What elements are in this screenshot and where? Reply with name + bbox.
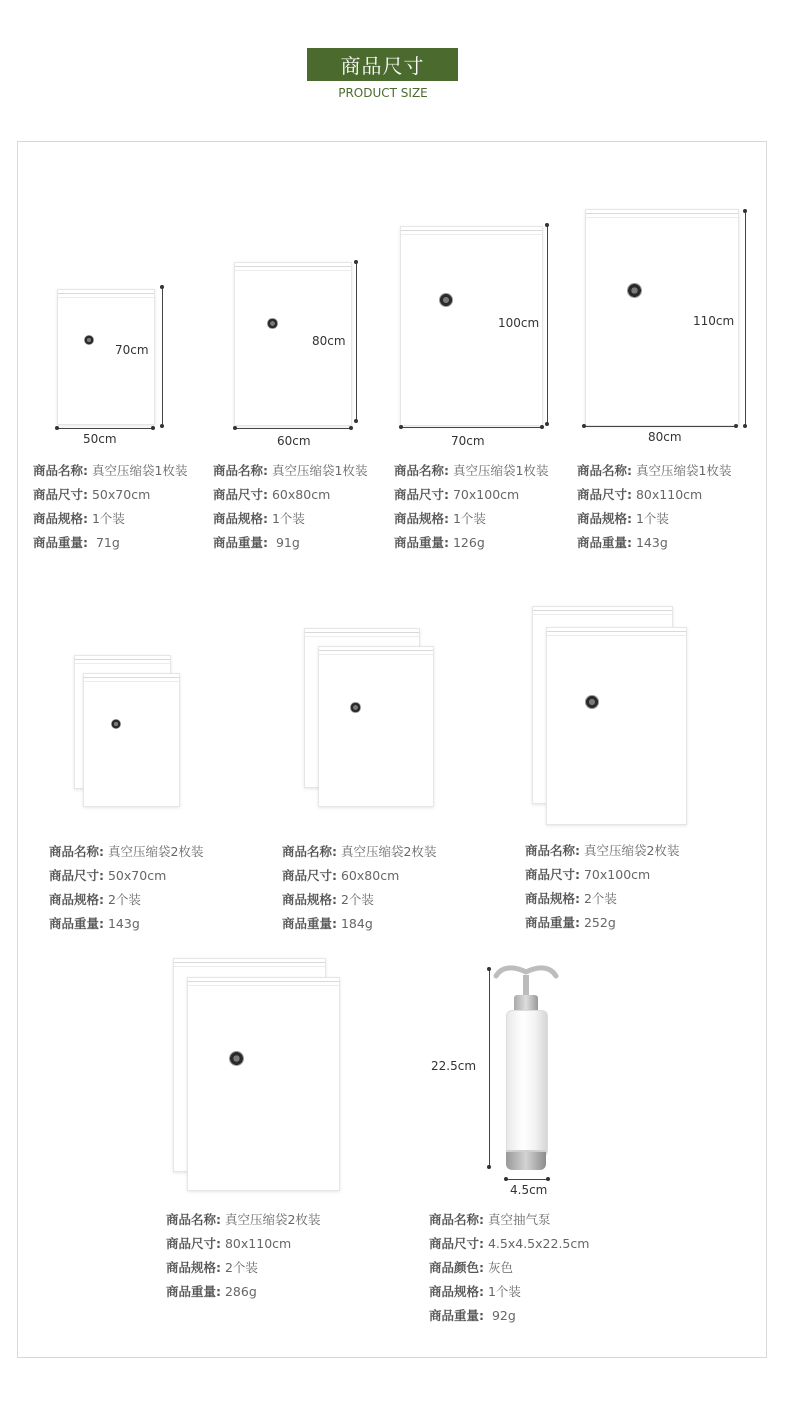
spec-key: 商品规格: bbox=[49, 892, 104, 907]
spec-key: 商品尺寸: bbox=[282, 868, 337, 883]
dimension-dot bbox=[545, 422, 549, 426]
spec-key: 商品重量: bbox=[213, 535, 268, 550]
spec-key: 商品名称: bbox=[394, 463, 449, 478]
spec-key: 商品名称: bbox=[166, 1212, 221, 1227]
spec-spec: 2个装 bbox=[224, 1260, 258, 1275]
dimension-dot bbox=[540, 425, 544, 429]
height-label: 70cm bbox=[115, 343, 149, 357]
spec-list bbox=[33, 459, 187, 555]
valve-icon bbox=[627, 283, 642, 298]
vacuum-bag-front-image bbox=[546, 627, 687, 825]
spec-key: 商品名称: bbox=[49, 844, 104, 859]
spec-list bbox=[394, 459, 548, 555]
spec-name: 真空压缩袋2枚装 bbox=[224, 1212, 321, 1227]
valve-icon bbox=[350, 702, 361, 713]
spec-key: 商品尺寸: bbox=[213, 487, 268, 502]
dimension-dot bbox=[545, 223, 549, 227]
spec-list bbox=[49, 840, 203, 936]
spec-size: 70x100cm bbox=[583, 867, 651, 882]
spec-weight: 91g bbox=[275, 535, 300, 550]
spec-name: 真空压缩袋1枚装 bbox=[91, 463, 188, 478]
dimension-dot bbox=[487, 1165, 491, 1169]
spec-size: 60x80cm bbox=[340, 868, 400, 883]
width-dimension-line bbox=[401, 427, 542, 428]
dimension-dot bbox=[399, 425, 403, 429]
valve-icon bbox=[585, 695, 599, 709]
spec-color: 灰色 bbox=[487, 1260, 513, 1275]
spec-name: 真空压缩袋1枚装 bbox=[271, 463, 368, 478]
spec-spec: 1个装 bbox=[635, 511, 669, 526]
spec-key: 商品尺寸: bbox=[394, 487, 449, 502]
spec-key: 商品规格: bbox=[213, 511, 268, 526]
spec-size: 50x70cm bbox=[107, 868, 167, 883]
spec-weight: 143g bbox=[635, 535, 668, 550]
spec-weight: 286g bbox=[224, 1284, 257, 1299]
width-label: 50cm bbox=[83, 432, 117, 446]
width-label: 70cm bbox=[451, 434, 485, 448]
width-label: 80cm bbox=[648, 430, 682, 444]
spec-key: 商品规格: bbox=[394, 511, 449, 526]
spec-key: 商品规格: bbox=[166, 1260, 221, 1275]
spec-name: 真空抽气泵 bbox=[487, 1212, 551, 1227]
spec-size: 70x100cm bbox=[452, 487, 520, 502]
valve-icon bbox=[439, 293, 453, 307]
spec-size: 60x80cm bbox=[271, 487, 331, 502]
dimension-dot bbox=[487, 967, 491, 971]
height-dimension-line bbox=[745, 211, 746, 426]
dimension-dot bbox=[743, 424, 747, 428]
spec-key: 商品名称: bbox=[429, 1212, 484, 1227]
valve-icon bbox=[111, 719, 121, 729]
height-dimension-line bbox=[547, 225, 548, 424]
spec-size: 80x110cm bbox=[224, 1236, 292, 1251]
dimension-dot bbox=[160, 424, 164, 428]
spec-key: 商品名称: bbox=[33, 463, 88, 478]
width-label: 60cm bbox=[277, 434, 311, 448]
section-subtitle: PRODUCT SIZE bbox=[338, 86, 428, 100]
spec-key: 商品规格: bbox=[33, 511, 88, 526]
spec-weight: 92g bbox=[491, 1308, 516, 1323]
vacuum-bag-image bbox=[57, 289, 155, 425]
spec-key: 商品颜色: bbox=[429, 1260, 484, 1275]
dimension-dot bbox=[546, 1177, 550, 1181]
dimension-dot bbox=[504, 1177, 508, 1181]
spec-key: 商品尺寸: bbox=[33, 487, 88, 502]
spec-key: 商品重量: bbox=[394, 535, 449, 550]
spec-key: 商品重量: bbox=[577, 535, 632, 550]
spec-key: 商品重量: bbox=[525, 915, 580, 930]
spec-key: 商品尺寸: bbox=[49, 868, 104, 883]
vacuum-bag-front-image bbox=[83, 673, 180, 807]
spec-key: 商品规格: bbox=[282, 892, 337, 907]
pump-base bbox=[506, 1152, 546, 1170]
dimension-dot bbox=[55, 426, 59, 430]
spec-name: 真空压缩袋1枚装 bbox=[452, 463, 549, 478]
width-dimension-line bbox=[235, 428, 351, 429]
spec-list bbox=[429, 1208, 589, 1328]
spec-key: 商品名称: bbox=[213, 463, 268, 478]
spec-weight: 143g bbox=[107, 916, 140, 931]
spec-key: 商品名称: bbox=[282, 844, 337, 859]
pump-rod bbox=[523, 975, 529, 997]
width-dimension-line bbox=[584, 426, 736, 427]
spec-key: 商品重量: bbox=[282, 916, 337, 931]
spec-list bbox=[213, 459, 367, 555]
spec-key: 商品规格: bbox=[577, 511, 632, 526]
spec-spec: 2个装 bbox=[583, 891, 617, 906]
height-dimension-line bbox=[356, 262, 357, 422]
spec-key: 商品尺寸: bbox=[577, 487, 632, 502]
dimension-dot bbox=[582, 424, 586, 428]
spec-weight: 126g bbox=[452, 535, 485, 550]
dimension-dot bbox=[233, 426, 237, 430]
width-dimension-line bbox=[57, 428, 153, 429]
spec-spec: 1个装 bbox=[271, 511, 305, 526]
spec-key: 商品尺寸: bbox=[429, 1236, 484, 1251]
spec-key: 商品重量: bbox=[429, 1308, 484, 1323]
spec-size: 4.5x4.5x22.5cm bbox=[487, 1236, 590, 1251]
width-dimension-line bbox=[506, 1179, 548, 1180]
vacuum-bag-front-image bbox=[318, 646, 434, 807]
spec-list bbox=[577, 459, 731, 555]
spec-spec: 2个装 bbox=[107, 892, 141, 907]
spec-spec: 1个装 bbox=[452, 511, 486, 526]
spec-list bbox=[166, 1208, 320, 1304]
dimension-dot bbox=[349, 426, 353, 430]
height-dimension-line bbox=[162, 287, 163, 426]
dimension-dot bbox=[734, 424, 738, 428]
height-label: 110cm bbox=[693, 314, 735, 328]
spec-name: 真空压缩袋2枚装 bbox=[107, 844, 204, 859]
dimension-dot bbox=[354, 260, 358, 264]
pump-tube-image bbox=[506, 1010, 548, 1157]
spec-key: 商品重量: bbox=[166, 1284, 221, 1299]
section-title: 商品尺寸 bbox=[307, 48, 458, 81]
spec-weight: 184g bbox=[340, 916, 373, 931]
spec-key: 商品规格: bbox=[429, 1284, 484, 1299]
spec-name: 真空压缩袋2枚装 bbox=[340, 844, 437, 859]
spec-key: 商品重量: bbox=[33, 535, 88, 550]
spec-key: 商品名称: bbox=[577, 463, 632, 478]
spec-size: 80x110cm bbox=[635, 487, 703, 502]
spec-key: 商品规格: bbox=[525, 891, 580, 906]
spec-spec: 1个装 bbox=[487, 1284, 521, 1299]
vacuum-bag-front-image bbox=[187, 977, 340, 1191]
height-dimension-line bbox=[489, 969, 490, 1167]
spec-weight: 71g bbox=[95, 535, 120, 550]
spec-weight: 252g bbox=[583, 915, 616, 930]
spec-key: 商品重量: bbox=[49, 916, 104, 931]
spec-key: 商品尺寸: bbox=[166, 1236, 221, 1251]
spec-key: 商品名称: bbox=[525, 843, 580, 858]
spec-size: 50x70cm bbox=[91, 487, 151, 502]
spec-spec: 2个装 bbox=[340, 892, 374, 907]
spec-list bbox=[525, 839, 679, 935]
valve-icon bbox=[267, 318, 278, 329]
dimension-dot bbox=[354, 419, 358, 423]
dimension-dot bbox=[160, 285, 164, 289]
spec-name: 真空压缩袋2枚装 bbox=[583, 843, 680, 858]
valve-icon bbox=[229, 1051, 244, 1066]
spec-spec: 1个装 bbox=[91, 511, 125, 526]
width-label: 4.5cm bbox=[510, 1183, 548, 1197]
dimension-dot bbox=[151, 426, 155, 430]
spec-list bbox=[282, 840, 436, 936]
height-label: 100cm bbox=[498, 316, 540, 330]
valve-icon bbox=[84, 335, 94, 345]
height-label: 80cm bbox=[312, 334, 346, 348]
spec-key: 商品尺寸: bbox=[525, 867, 580, 882]
spec-name: 真空压缩袋1枚装 bbox=[635, 463, 732, 478]
height-label: 22.5cm bbox=[431, 1059, 477, 1073]
dimension-dot bbox=[743, 209, 747, 213]
